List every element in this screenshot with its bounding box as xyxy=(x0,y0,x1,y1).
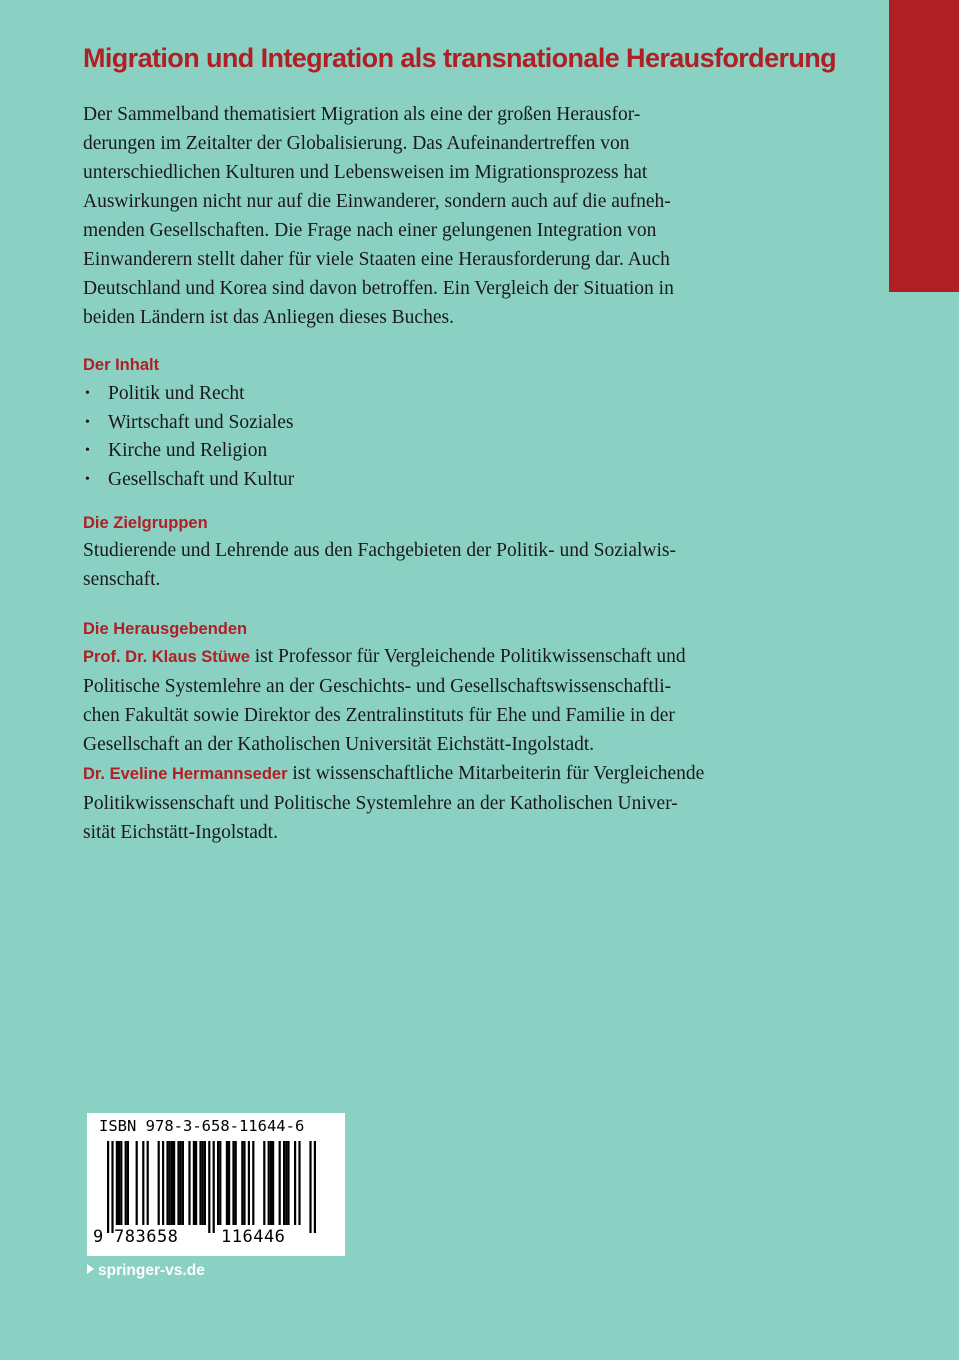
barcode-guard-bar xyxy=(107,1141,109,1233)
contents-list xyxy=(83,380,798,494)
barcode-bar xyxy=(177,1141,179,1225)
barcode-left-digits: 783658 xyxy=(114,1227,179,1247)
publisher-url: springer-vs.de xyxy=(98,1262,205,1279)
barcode-bar xyxy=(158,1141,160,1225)
barcode-bar xyxy=(232,1141,234,1225)
description-line: beiden Ländern ist das Anliegen dieses Buches. xyxy=(83,307,454,328)
barcode-bar xyxy=(199,1141,201,1225)
red-accent-tab xyxy=(889,0,959,292)
editor1-line: ist Professor für Vergleichende Politikwissenschaft und xyxy=(249,646,686,667)
barcode-bar xyxy=(285,1141,287,1225)
barcode-bar xyxy=(202,1141,204,1225)
barcode-bar xyxy=(169,1141,171,1225)
barcode-bar xyxy=(283,1141,285,1225)
description-paragraph xyxy=(83,100,798,332)
barcode-bar xyxy=(243,1141,245,1225)
barcode-bar xyxy=(118,1141,120,1225)
barcode-bar xyxy=(188,1141,190,1225)
description-line: Deutschland und Korea sind davon betroffen. Ein Vergleich der Situation in xyxy=(83,278,674,299)
contents-item-label: Politik und Recht xyxy=(108,383,245,404)
barcode-bar xyxy=(166,1141,168,1225)
contents-item xyxy=(83,437,798,466)
bullet-icon: • xyxy=(85,386,90,401)
barcode-guard-bar xyxy=(213,1141,215,1233)
barcode-bar xyxy=(252,1141,254,1225)
barcode-bar xyxy=(116,1141,118,1225)
barcode-bar xyxy=(136,1141,138,1225)
barcode-bar xyxy=(268,1141,270,1225)
description-line: Einwanderern stellt daher für viele Staaten eine Herausforderung dar. Auch xyxy=(83,249,670,270)
target-line: Studierende und Lehrende aus den Fachgebieten der Politik- und Sozialwis- xyxy=(83,540,676,561)
bullet-icon: • xyxy=(85,471,90,487)
editor2-line: Politikwissenschaft und Politische Systemlehre an der Katholischen Univer- xyxy=(83,793,678,814)
contents-item xyxy=(83,409,798,438)
barcode-bar xyxy=(204,1141,206,1225)
barcode-bar xyxy=(219,1141,221,1225)
target-group-heading: Die Zielgruppen xyxy=(83,514,208,532)
barcode-bar xyxy=(125,1141,127,1225)
editor1-line: Gesellschaft an der Katholischen Universität Eichstätt-Ingolstadt. xyxy=(83,734,595,755)
editor1-name: Prof. Dr. Klaus Stüwe xyxy=(83,648,250,666)
bullet-icon: • xyxy=(85,414,90,430)
target-line: senschaft. xyxy=(83,569,161,590)
isbn-barcode xyxy=(87,1113,345,1256)
contents-item-label: Gesellschaft und Kultur xyxy=(108,468,295,490)
barcode-bar xyxy=(241,1141,243,1225)
editor1-line: Politische Systemlehre an der Geschichts- und Gesellschaftswissenschaftli- xyxy=(83,676,672,697)
description-line: menden Gesellschaften. Die Frage nach einer gelungenen Integration von xyxy=(83,220,657,241)
editor2-line: ist wissenschaftliche Mitarbeiterin für Vergleichende xyxy=(287,763,705,784)
contents-heading: Der Inhalt xyxy=(83,356,160,374)
barcode-bar xyxy=(298,1141,300,1225)
editors-heading: Die Herausgebenden xyxy=(83,620,248,638)
description-line: derungen im Zeitalter der Globalisierung. Das Aufeinandertreffen von xyxy=(83,133,630,154)
barcode-first-digit: 9 xyxy=(93,1227,104,1247)
barcode-bar xyxy=(127,1141,129,1225)
barcode-bar xyxy=(294,1141,296,1225)
editor2-name: Dr. Eveline Hermannseder xyxy=(83,765,288,783)
barcode-bar xyxy=(171,1141,173,1225)
barcode-bar xyxy=(217,1141,219,1225)
bullet-icon: • xyxy=(85,443,90,458)
barcode-bar xyxy=(270,1141,272,1225)
barcode-bar xyxy=(142,1141,144,1225)
barcode-guard-bar xyxy=(208,1141,210,1233)
barcode-right-digits: 116446 xyxy=(221,1227,286,1247)
target-group-paragraph xyxy=(83,536,798,594)
contents-item-label: Kirche und Religion xyxy=(108,440,268,461)
editor2-line: sität Eichstätt-Ingolstadt. xyxy=(83,822,278,843)
editor1-line: chen Fakultät sowie Direktor des Zentralinstituts für Ehe und Familie in der xyxy=(83,705,675,726)
contents-item xyxy=(83,466,798,495)
barcode-guard-bar xyxy=(309,1141,311,1233)
barcode-bar xyxy=(287,1141,289,1225)
barcode-bar xyxy=(120,1141,122,1225)
description-line: Auswirkungen nicht nur auf die Einwanderer, sondern auch auf die aufneh- xyxy=(83,191,671,212)
barcode-bar xyxy=(235,1141,237,1225)
barcode-bar xyxy=(195,1141,197,1225)
barcode-bar xyxy=(228,1141,230,1225)
barcode-bar xyxy=(182,1141,184,1225)
editor1-paragraph xyxy=(83,642,798,759)
barcode-bar xyxy=(279,1141,281,1225)
isbn-label: ISBN 978-3-658-11644-6 xyxy=(99,1117,305,1135)
description-line: Der Sammelband thematisiert Migration als eine der großen Herausfor- xyxy=(83,104,641,125)
barcode-bar xyxy=(147,1141,149,1225)
book-title: Migration und Integration als transnationale Herausforderung xyxy=(83,43,837,73)
barcode-bar xyxy=(180,1141,182,1225)
barcode-bar xyxy=(226,1141,228,1225)
editor2-paragraph xyxy=(83,759,798,847)
barcode-guard-bar xyxy=(111,1141,113,1233)
barcode-bar xyxy=(162,1141,164,1225)
barcode-guard-bar xyxy=(314,1141,316,1233)
barcode-bar xyxy=(272,1141,274,1225)
back-cover-text xyxy=(83,100,798,847)
contents-item xyxy=(83,380,798,409)
barcode-bar xyxy=(173,1141,175,1225)
barcode-bar xyxy=(193,1141,195,1225)
barcode-bar xyxy=(248,1141,250,1225)
publisher-link[interactable] xyxy=(87,1262,205,1280)
arrow-right-icon xyxy=(87,1264,94,1274)
description-line: unterschiedlichen Kulturen und Lebensweisen im Migrationsprozess hat xyxy=(83,162,648,183)
contents-item-label: Wirtschaft und Soziales xyxy=(108,411,294,433)
barcode-bar xyxy=(263,1141,265,1225)
